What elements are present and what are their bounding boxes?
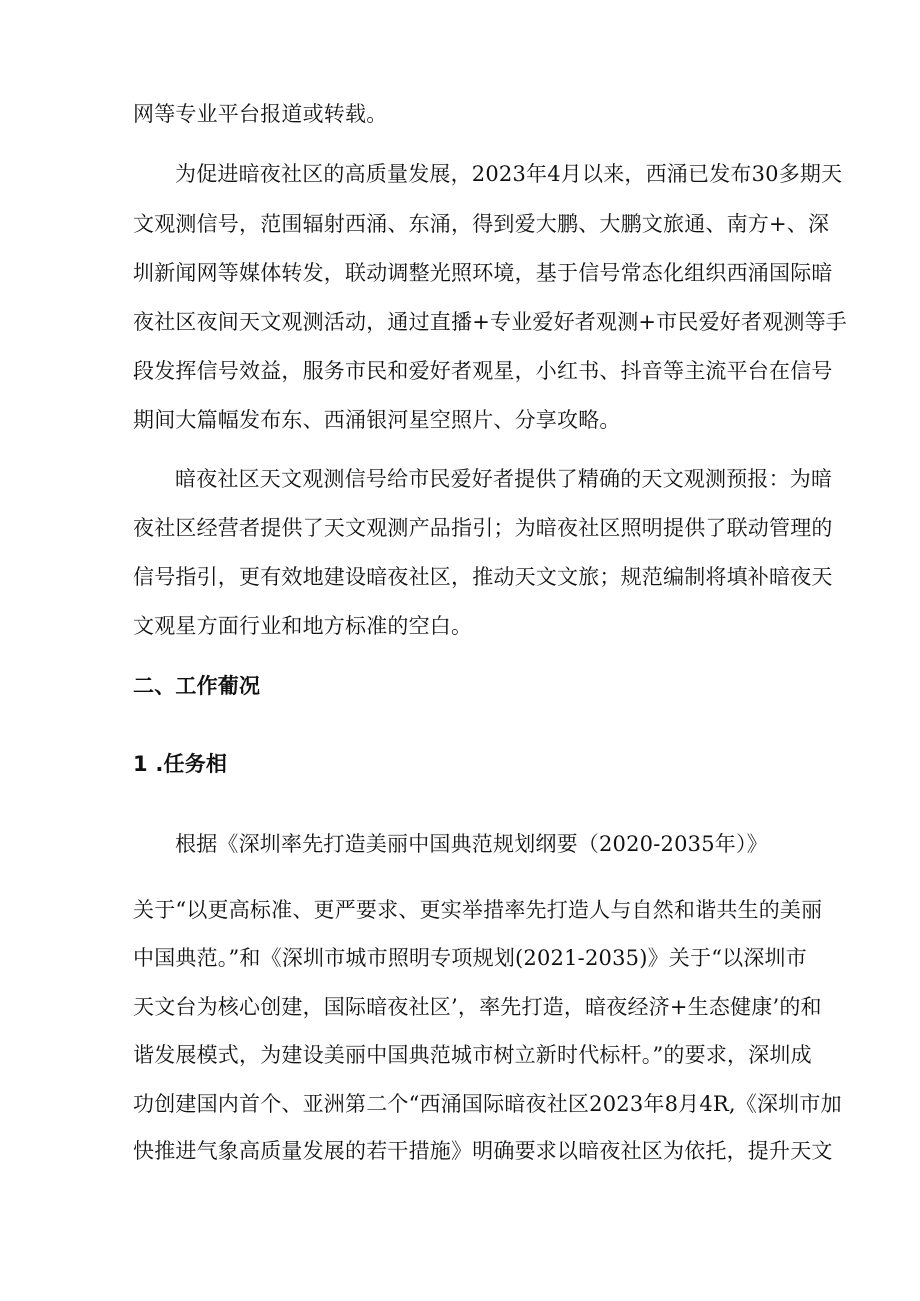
subsection-heading: 1 .任务相	[133, 752, 228, 776]
text-line: 关于“以更高标准、更严要求、更实举措率先打造人与自然和谐共生的美丽	[133, 898, 823, 922]
text-line: 功创建国内首个、亚洲第二个“西涌国际暗夜社区2023年8月4R,《深圳市加	[133, 1092, 842, 1116]
text-line: 中国典范。”和《深圳市城市照明专项规划(2021-2035)》关于“以深圳市	[133, 946, 807, 970]
paragraph-first-line: 根据《深圳率先打造美丽中国典范规划纲要（2020-2035年）》	[175, 832, 768, 856]
text-line: 信号指引，更有效地建设暗夜社区，推动天文文旅；规范编制将填补暗夜天	[133, 565, 833, 589]
text-line: 谐发展模式，为建设美丽中国典范城市树立新时代标杆。”的要求，深圳成	[133, 1043, 812, 1067]
text-line: 天文台为核心创建，国际暗夜社区’，率先打造，暗夜经济+生态健康’的和	[133, 995, 822, 1019]
text-line: 文观星方面行业和地方标准的空白。	[133, 614, 473, 638]
text-line: 圳新闻网等媒体转发，联动调整光照环境，基于信号常态化组织西涌国际暗	[133, 261, 833, 285]
paragraph-first-line: 暗夜社区天文观测信号给市民爱好者提供了精确的天文观测预报：为暗	[175, 467, 833, 491]
text-line: 夜社区经营者提供了天文观测产品指引；为暗夜社区照明提供了联动管理的	[133, 516, 833, 540]
text-line: 网等专业平台报道或转载。	[133, 102, 388, 126]
text-line: 期间大篇幅发布东、西涌银河星空照片、分享攻略。	[133, 408, 621, 432]
section-heading: 二、工作葡况	[133, 674, 261, 698]
text-line: 夜社区夜间天文观测活动，通过直播+专业爱好者观测+市民爱好者观测等手	[133, 310, 847, 334]
text-line: 文观测信号，范围辐射西涌、东涌，得到爱大鹏、大鹏文旅通、南方+、深	[133, 212, 830, 236]
text-line: 段发挥信号效益，服务市民和爱好者观星，小红书、抖音等主流平台在信号	[133, 359, 833, 383]
text-line: 快推进气象高质量发展的若干措施》明确要求以暗夜社区为依托，提升天文	[133, 1139, 833, 1163]
paragraph-first-line: 为促进暗夜社区的高质量发展，2023年4月以来，西涌已发布30多期天	[175, 162, 843, 186]
